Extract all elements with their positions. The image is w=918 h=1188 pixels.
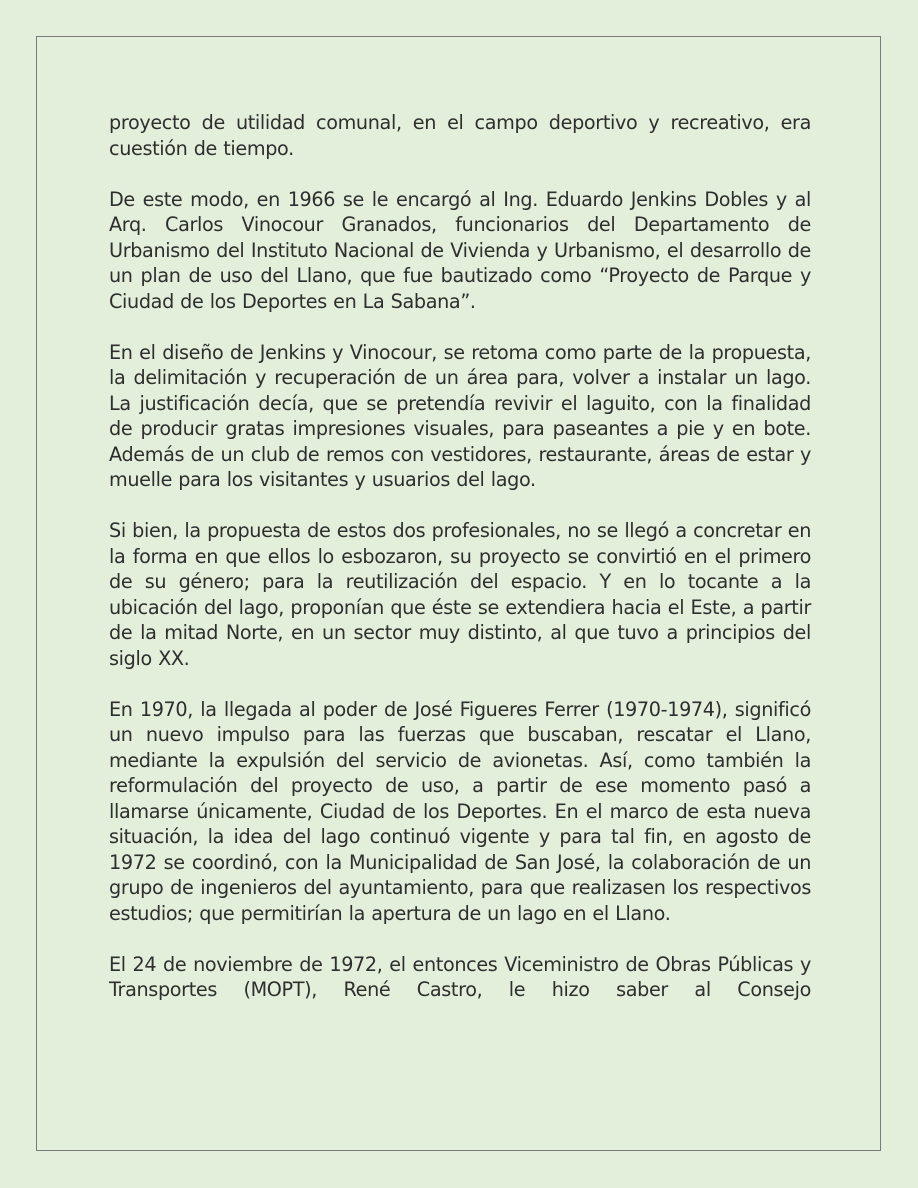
paragraph: El 24 de noviembre de 1972, el entonces Viceministro de Obras Públicas y Transportes (MOPT), René Castro, le hizo saber al Consejo [109, 952, 811, 1001]
paragraph: Si bien, la propuesta de estos dos profesionales, no se llegó a concretar en la forma en que ellos lo esbozaron, su proyecto se convirtió en el primero de su género; para la reutilización del espacio. Y en lo tocante a la ubicación del lago, proponían que éste se extendiera hacia el Este, a partir de la mitad Norte, en un sector muy distinto, al que tuvo a principios del siglo XX. [109, 519, 811, 670]
paragraph: En 1970, la llegada al poder de José Figueres Ferrer (1970-1974), significó un nuevo impulso para las fuerzas que buscaban, rescatar el Llano, mediante la expulsión del servicio de avionetas. Así, como también la reformulación del proyecto de uso, a partir de ese momento pasó a llamarse únicamente, Ciudad de los Deportes. En el marco de esta nueva situación, la idea del lago continuó vigente y para tal fin, en agosto de 1972 se coordinó, con la Municipalidad de San José, la colaboración de un grupo de ingenieros del ayuntamiento, para que realizasen los respectivos estudios; que permitirían la apertura de un lago en el Llano. [109, 697, 811, 925]
paragraph: proyecto de utilidad comunal, en el campo deportivo y recreativo, era cuestión de tiempo. [109, 111, 811, 160]
document-body [109, 110, 811, 1003]
paragraph: En el diseño de Jenkins y Vinocour, se retoma como parte de la propuesta, la delimitación y recuperación de un área para, volver a instalar un lago. La justificación decía, que se pretendía revivir el laguito, con la finalidad de producir gratas impresiones visuales, para paseantes a pie y en bote. Además de un club de remos con vestidores, restaurante, áreas de estar y muelle para los visitantes y usuarios del lago. [109, 340, 811, 491]
paragraph: De este modo, en 1966 se le encargó al Ing. Eduardo Jenkins Dobles y al Arq. Carlos Vinocour Granados, funcionarios del Departamento de Urbanismo del Instituto Nacional de Vivienda y Urbanismo, el desarrollo de un plan de uso del Llano, que fue bautizado como “Proyecto de Parque y Ciudad de los Deportes en La Sabana”. [109, 187, 811, 313]
